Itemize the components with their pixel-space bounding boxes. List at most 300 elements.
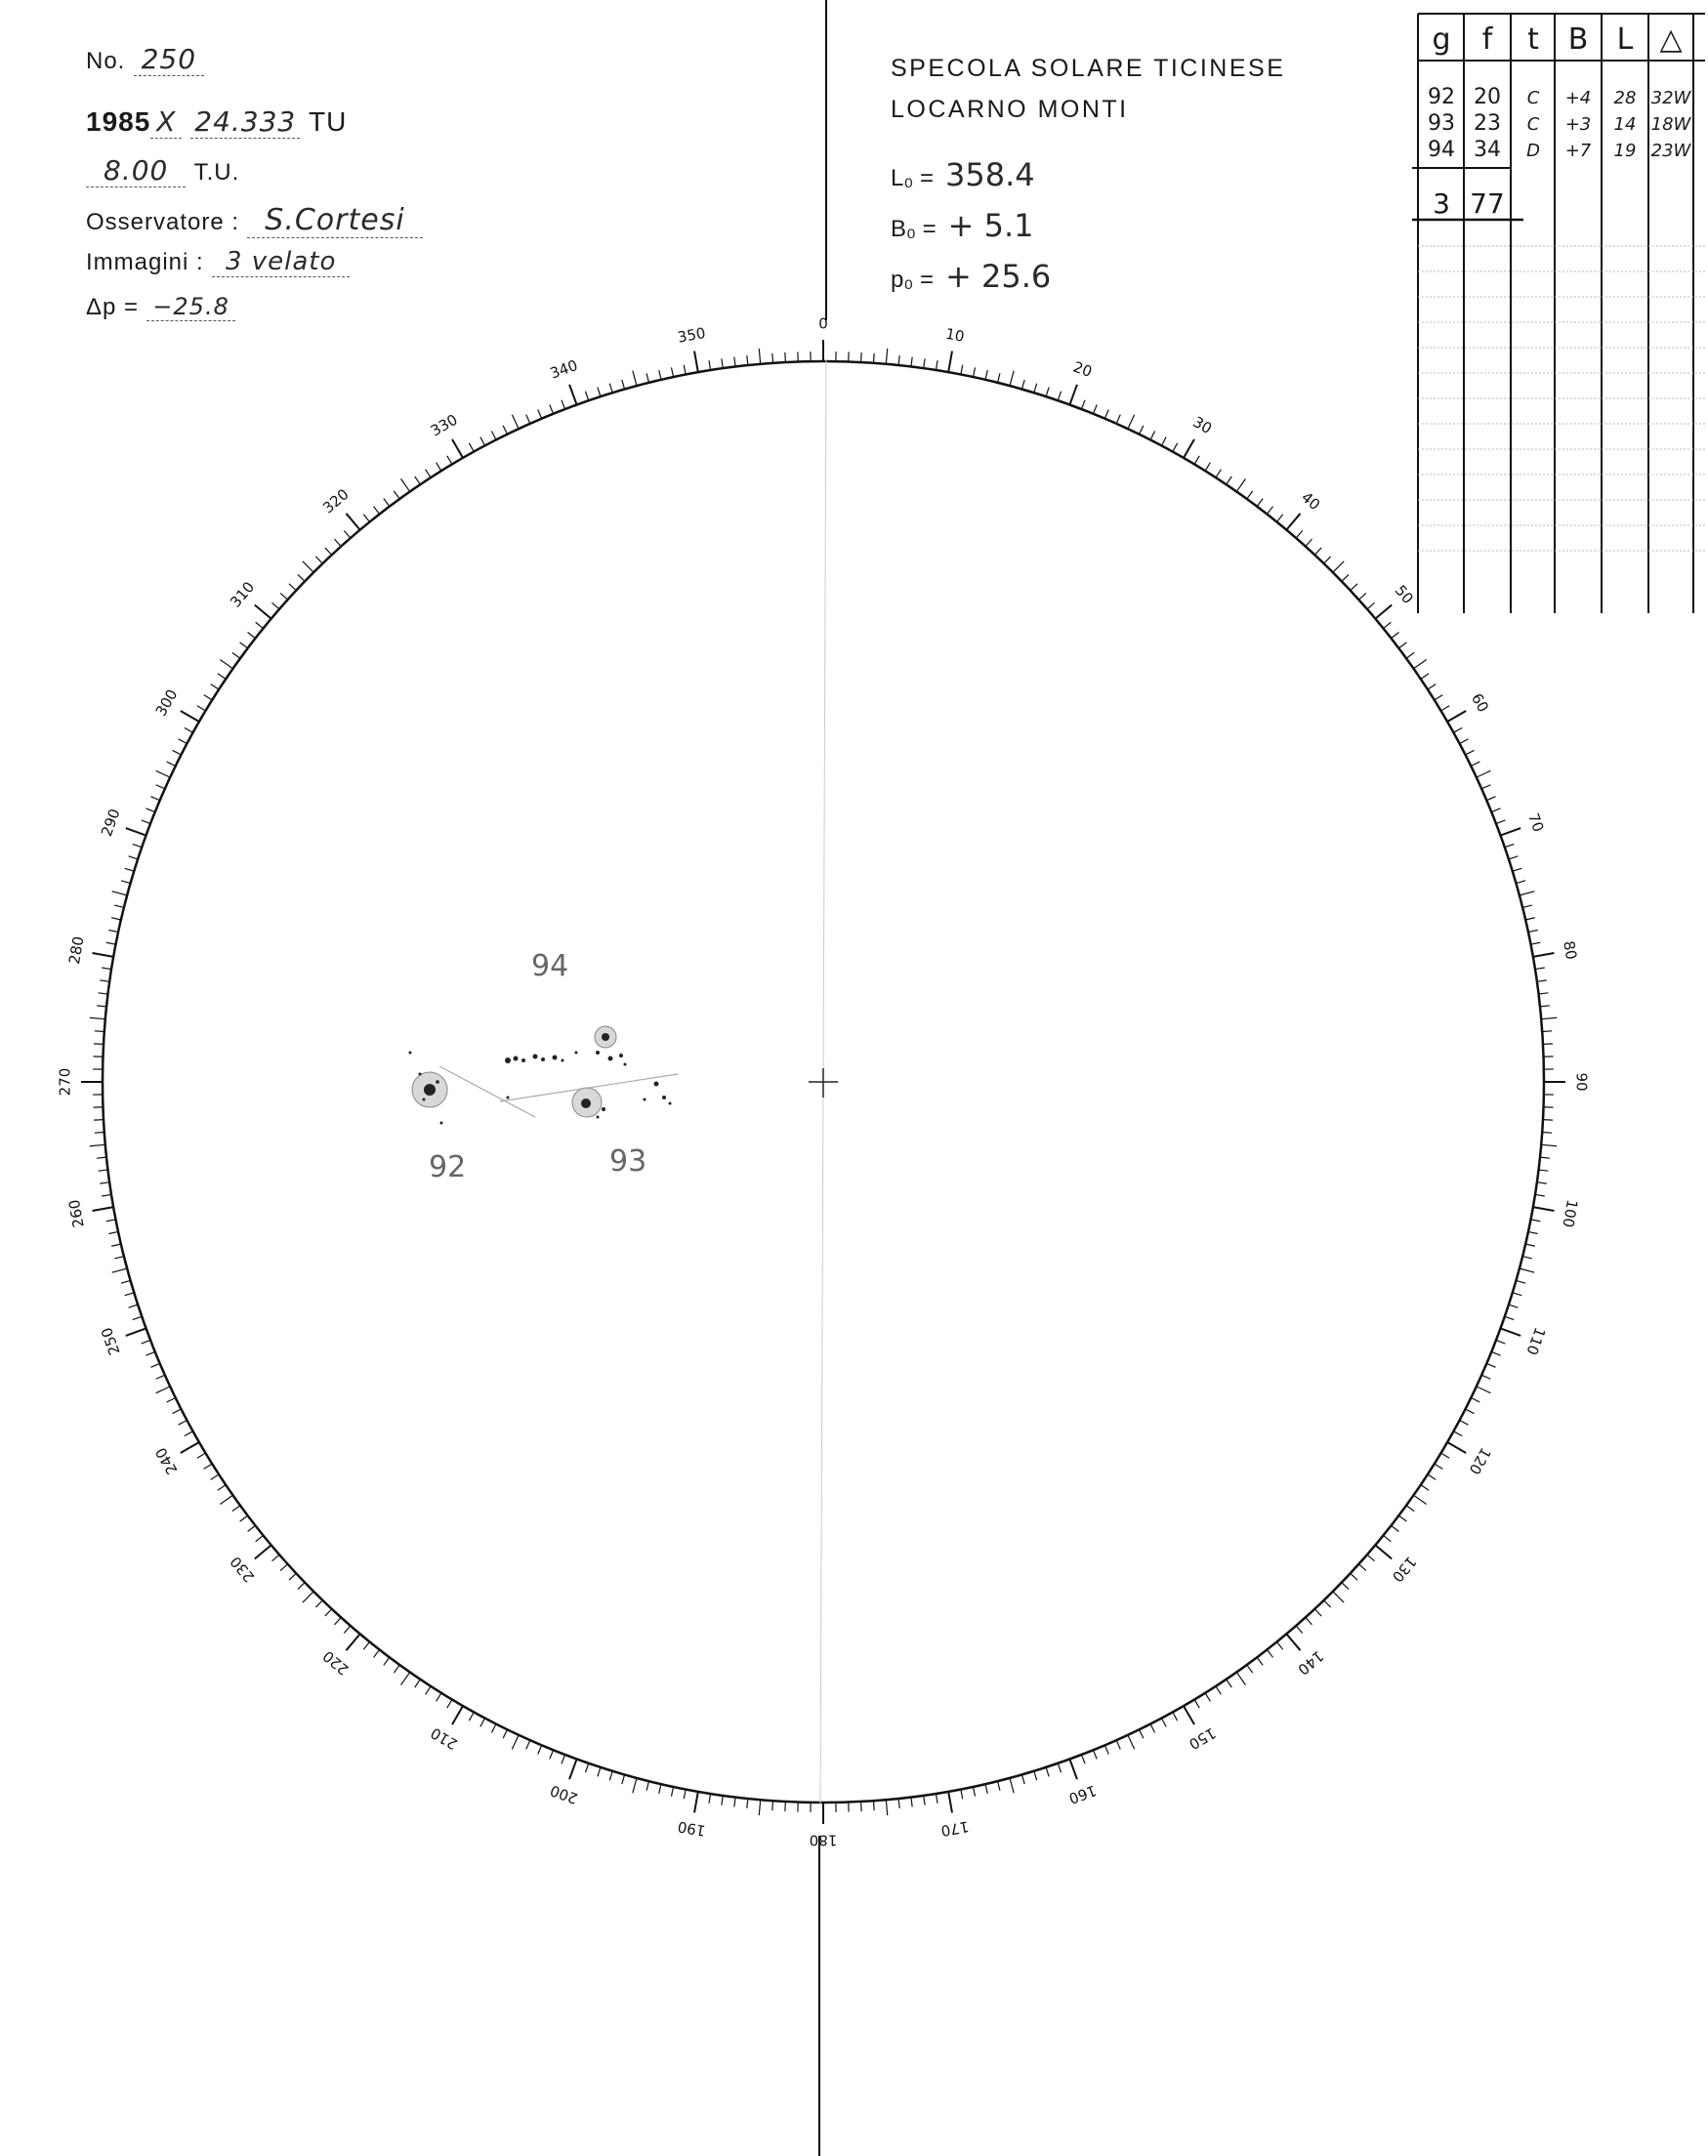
tick-212 — [437, 1693, 441, 1701]
tick-139 — [1296, 1626, 1303, 1634]
sunspot-pores — [409, 1051, 672, 1125]
number-label: No. — [86, 48, 126, 74]
scale-label-70: 70 — [1523, 810, 1548, 835]
tick-3 — [861, 352, 862, 362]
date-year: 1985 — [86, 106, 151, 137]
tick-286 — [121, 881, 131, 884]
param-B0-label: B₀ = — [891, 216, 937, 242]
tick-274 — [95, 1031, 104, 1032]
tick-223 — [325, 1609, 332, 1616]
tick-343 — [609, 384, 612, 394]
tick-202 — [550, 1750, 554, 1759]
tick-49 — [1367, 602, 1375, 609]
tick-157 — [1104, 1745, 1108, 1754]
tick-129 — [1384, 1535, 1392, 1541]
tick-12 — [973, 367, 975, 377]
tick-316 — [315, 557, 322, 563]
tick-147 — [1216, 1686, 1221, 1694]
tick-326 — [415, 477, 421, 484]
tick-48 — [1358, 593, 1365, 600]
tick-27 — [1150, 432, 1155, 440]
tick-348 — [671, 367, 673, 377]
tick-134 — [1342, 1583, 1349, 1590]
tick-341 — [585, 392, 588, 400]
tick-339 — [562, 400, 565, 409]
scale-label-320: 320 — [319, 485, 353, 518]
tick-340 — [569, 385, 577, 405]
tick-304 — [218, 674, 226, 680]
tick-189 — [709, 1794, 711, 1804]
tick-277 — [99, 993, 108, 994]
scale-label-30: 30 — [1189, 412, 1216, 438]
tick-117 — [1466, 1409, 1475, 1414]
tick-176 — [873, 1801, 874, 1810]
tick-102 — [1528, 1231, 1538, 1233]
tick-350 — [694, 352, 698, 373]
tick-215 — [401, 1673, 410, 1685]
tick-123 — [1428, 1474, 1436, 1479]
tick-67 — [1486, 797, 1495, 801]
table-header-2: t — [1527, 22, 1539, 57]
observer-value: S.Cortesi — [247, 203, 422, 238]
tick-207 — [491, 1724, 496, 1733]
observer-label: Osservatore : — [86, 209, 240, 235]
tick-317 — [325, 548, 332, 555]
tick-230 — [255, 1545, 271, 1558]
tick-302 — [204, 695, 212, 700]
tick-354 — [747, 355, 748, 365]
number-value: 250 — [134, 43, 204, 76]
group-92-umbra — [424, 1084, 436, 1096]
tick-170 — [948, 1792, 952, 1813]
scale-label-170: 170 — [939, 1817, 971, 1841]
tick-357 — [785, 352, 786, 362]
tick-233 — [240, 1515, 248, 1521]
tick-55 — [1414, 660, 1427, 669]
tick-263 — [99, 1170, 108, 1171]
tick-59 — [1441, 706, 1450, 711]
tick-247 — [150, 1363, 159, 1367]
tick-244 — [167, 1398, 176, 1402]
param-L0-value: 358.4 — [945, 156, 1035, 193]
tick-137 — [1314, 1609, 1321, 1616]
table-cell-0-3: +4 — [1564, 88, 1592, 108]
delta-p-value: −25.8 — [146, 293, 235, 321]
tick-127 — [1398, 1515, 1406, 1521]
tick-146 — [1227, 1679, 1232, 1687]
tick-261 — [102, 1194, 111, 1196]
group-label-92: 92 — [429, 1150, 467, 1184]
tick-225 — [303, 1592, 313, 1602]
tick-44 — [1324, 557, 1331, 563]
tick-104 — [1522, 1257, 1532, 1259]
tick-249 — [142, 1340, 150, 1344]
tick-54 — [1406, 652, 1414, 658]
tick-224 — [315, 1600, 322, 1607]
tick-205 — [512, 1735, 519, 1750]
tick-37 — [1257, 499, 1263, 507]
tick-241 — [185, 1431, 193, 1436]
tick-248 — [146, 1351, 154, 1355]
tick-45 — [1333, 561, 1344, 572]
tick-187 — [734, 1797, 735, 1806]
tick-78 — [1528, 930, 1538, 932]
tick-262 — [100, 1182, 109, 1183]
scale-label-310: 310 — [227, 578, 259, 611]
tick-61 — [1453, 727, 1462, 732]
tick-83 — [1538, 993, 1548, 994]
tick-81 — [1535, 968, 1545, 970]
table-cell-2-2: D — [1526, 141, 1540, 161]
tick-334 — [503, 426, 507, 435]
tick-103 — [1525, 1244, 1535, 1246]
param-L0-label: L₀ = — [891, 165, 934, 191]
scale-label-10: 10 — [943, 324, 966, 346]
tick-39 — [1276, 515, 1282, 522]
scale-label-150: 150 — [1186, 1723, 1220, 1754]
tick-29 — [1173, 443, 1178, 452]
tick-305 — [220, 660, 232, 669]
tick-166 — [998, 1781, 1000, 1791]
tick-267 — [94, 1120, 104, 1121]
tick-312 — [280, 593, 287, 600]
tick-160 — [1069, 1759, 1077, 1779]
tick-258 — [108, 1231, 118, 1233]
tick-199 — [585, 1763, 588, 1772]
tick-158 — [1093, 1750, 1097, 1759]
tick-311 — [271, 602, 279, 609]
tick-299 — [185, 727, 193, 732]
tick-42 — [1306, 539, 1312, 546]
tick-250 — [126, 1328, 146, 1336]
tick-98 — [1537, 1182, 1547, 1183]
tick-266 — [95, 1132, 104, 1133]
tick-174 — [898, 1799, 899, 1808]
table-header-5: △ — [1659, 22, 1683, 57]
tick-41 — [1296, 530, 1303, 538]
tick-10 — [948, 352, 952, 373]
tick-328 — [437, 463, 441, 471]
table-cell-1-5: 18W — [1650, 114, 1691, 135]
tick-172 — [924, 1796, 925, 1805]
tick-69 — [1496, 820, 1505, 824]
tick-36 — [1247, 491, 1253, 499]
table-cell-2-1: 34 — [1474, 138, 1501, 162]
tick-335 — [512, 415, 519, 430]
tick-217 — [384, 1657, 390, 1665]
tick-229 — [271, 1555, 279, 1561]
tick-76 — [1522, 905, 1532, 907]
tick-256 — [114, 1257, 124, 1259]
scale-label-220: 220 — [319, 1646, 353, 1679]
tick-220 — [346, 1634, 359, 1650]
tick-283 — [111, 918, 121, 920]
tick-264 — [97, 1157, 106, 1158]
tick-243 — [173, 1409, 182, 1414]
tick-301 — [197, 706, 206, 711]
tick-332 — [480, 437, 485, 446]
tick-149 — [1194, 1700, 1199, 1709]
tick-112 — [1491, 1351, 1500, 1355]
scale-label-140: 140 — [1294, 1646, 1327, 1679]
tick-7 — [911, 357, 912, 367]
tick-35 — [1236, 478, 1245, 491]
tick-253 — [125, 1293, 135, 1296]
tick-211 — [447, 1700, 452, 1709]
tick-100 — [1533, 1207, 1555, 1211]
scale-label-60: 60 — [1467, 689, 1493, 716]
institution-name: SPECOLA SOLARE TICINESE — [891, 55, 1286, 82]
tick-9 — [936, 360, 937, 370]
tick-15 — [1010, 371, 1014, 386]
tick-314 — [298, 574, 305, 581]
tick-288 — [129, 856, 139, 859]
tick-203 — [538, 1745, 542, 1754]
tick-254 — [121, 1280, 131, 1283]
tick-255 — [112, 1268, 127, 1272]
tick-68 — [1491, 808, 1500, 812]
scale-label-350: 350 — [676, 323, 707, 347]
scale-label-200: 200 — [547, 1781, 580, 1808]
table-total-1: 77 — [1470, 187, 1505, 220]
tick-177 — [861, 1802, 862, 1811]
scale-label-20: 20 — [1070, 357, 1095, 382]
scale-label-290: 290 — [97, 806, 124, 839]
tick-322 — [373, 507, 379, 515]
tick-33 — [1216, 470, 1221, 477]
tick-106 — [1516, 1280, 1525, 1283]
tick-185 — [759, 1800, 760, 1815]
tick-64 — [1471, 762, 1479, 766]
tick-151 — [1173, 1712, 1178, 1721]
tick-125 — [1414, 1495, 1427, 1504]
tick-310 — [255, 604, 271, 618]
tick-16 — [1021, 380, 1024, 390]
tick-11 — [961, 365, 963, 375]
tick-260 — [93, 1207, 114, 1211]
tick-242 — [179, 1420, 187, 1425]
tick-21 — [1081, 400, 1085, 409]
tick-208 — [480, 1719, 485, 1727]
tick-135 — [1333, 1592, 1344, 1602]
tick-342 — [598, 388, 601, 397]
tick-292 — [146, 808, 154, 812]
tick-124 — [1421, 1485, 1429, 1491]
tick-323 — [384, 499, 390, 507]
tick-58 — [1435, 695, 1442, 700]
tick-289 — [133, 844, 142, 847]
tick-308 — [248, 632, 256, 638]
tick-77 — [1525, 918, 1535, 920]
tick-285 — [112, 891, 127, 895]
tick-133 — [1351, 1573, 1357, 1580]
table-cell-0-1: 20 — [1474, 85, 1501, 109]
scale-label-0: 0 — [818, 314, 828, 333]
table-header-4: L — [1616, 22, 1634, 57]
tick-293 — [150, 797, 159, 801]
table-cell-1-3: +3 — [1564, 114, 1592, 135]
group-94-umbra — [602, 1033, 609, 1041]
tick-325 — [401, 478, 410, 491]
tick-168 — [973, 1787, 975, 1797]
tick-162 — [1046, 1767, 1049, 1777]
tick-136 — [1324, 1600, 1331, 1607]
scale-label-210: 210 — [427, 1723, 461, 1754]
scale-label-90: 90 — [1572, 1072, 1591, 1092]
tick-110 — [1500, 1328, 1521, 1336]
tick-265 — [90, 1144, 105, 1145]
tick-109 — [1505, 1316, 1514, 1319]
tick-324 — [394, 491, 399, 499]
scale-label-280: 280 — [64, 934, 88, 966]
table-cell-0-0: 92 — [1428, 85, 1455, 109]
date-month: X — [150, 105, 182, 139]
tick-156 — [1116, 1740, 1120, 1749]
table-cell-0-4: 28 — [1613, 88, 1637, 108]
scale-label-180: 180 — [809, 1831, 838, 1849]
table-cell-0-5: 32W — [1650, 88, 1691, 108]
tick-175 — [886, 1800, 887, 1815]
tick-240 — [181, 1442, 199, 1453]
param-B0-value: + 5.1 — [947, 207, 1034, 244]
tick-169 — [961, 1789, 963, 1799]
scale-label-120: 120 — [1465, 1444, 1495, 1478]
tick-60 — [1447, 711, 1466, 722]
tick-145 — [1236, 1673, 1245, 1685]
tick-282 — [108, 930, 118, 932]
scale-label-110: 110 — [1522, 1325, 1550, 1358]
tick-321 — [363, 515, 369, 522]
time-suffix: T.U. — [193, 159, 240, 186]
tick-47 — [1351, 584, 1357, 591]
tick-13 — [985, 370, 987, 380]
tick-113 — [1486, 1363, 1495, 1367]
tick-140 — [1286, 1634, 1300, 1650]
tick-186 — [747, 1799, 748, 1808]
group-label-93: 93 — [609, 1144, 647, 1179]
table-cell-1-0: 93 — [1428, 111, 1455, 136]
tick-31 — [1194, 456, 1199, 465]
tick-257 — [111, 1244, 121, 1246]
institution-location: LOCARNO MONTI — [891, 96, 1129, 123]
table-cell-2-5: 23W — [1650, 141, 1691, 161]
tick-318 — [334, 539, 341, 546]
scale-label-270: 270 — [56, 1067, 74, 1097]
tick-66 — [1481, 785, 1490, 789]
tick-352 — [722, 358, 723, 368]
tick-56 — [1421, 674, 1429, 680]
scale-label-340: 340 — [547, 355, 580, 383]
scale-label-160: 160 — [1066, 1781, 1100, 1808]
table-cell-0-2: C — [1526, 88, 1540, 108]
tick-197 — [609, 1771, 612, 1781]
tick-62 — [1460, 739, 1469, 744]
tick-191 — [684, 1789, 686, 1799]
tick-303 — [211, 684, 219, 689]
tick-70 — [1500, 828, 1521, 836]
tick-94 — [1542, 1132, 1552, 1133]
tick-85 — [1541, 1017, 1557, 1018]
tick-152 — [1161, 1719, 1166, 1727]
tick-228 — [280, 1564, 287, 1571]
tick-171 — [936, 1794, 937, 1804]
tick-150 — [1184, 1706, 1194, 1724]
tick-216 — [394, 1665, 399, 1673]
tick-237 — [211, 1474, 219, 1479]
tick-331 — [469, 443, 474, 452]
table-cell-1-1: 23 — [1474, 111, 1501, 136]
tick-300 — [181, 711, 199, 722]
tick-333 — [491, 432, 496, 440]
tick-188 — [722, 1796, 723, 1805]
tick-6 — [898, 355, 899, 365]
tick-281 — [106, 942, 116, 944]
tick-161 — [1058, 1763, 1061, 1772]
tick-351 — [709, 360, 711, 370]
tick-297 — [173, 750, 182, 755]
tick-307 — [240, 643, 248, 648]
tick-164 — [1021, 1774, 1024, 1784]
tick-221 — [344, 1626, 351, 1634]
tick-53 — [1398, 643, 1406, 648]
tick-355 — [759, 349, 760, 364]
table-header-3: B — [1567, 22, 1589, 57]
tick-143 — [1257, 1657, 1263, 1665]
tick-287 — [125, 868, 135, 871]
tick-315 — [303, 561, 313, 572]
tick-356 — [772, 353, 773, 363]
tick-204 — [526, 1740, 530, 1749]
tick-284 — [114, 905, 124, 907]
tick-227 — [289, 1573, 296, 1580]
tick-132 — [1358, 1564, 1365, 1571]
tick-86 — [1542, 1031, 1552, 1032]
tick-154 — [1140, 1729, 1144, 1738]
tick-50 — [1375, 604, 1392, 618]
table-text — [1428, 22, 1692, 220]
tick-209 — [469, 1712, 474, 1721]
tick-8 — [924, 358, 925, 368]
tick-4 — [873, 353, 874, 363]
tick-338 — [550, 404, 554, 413]
tick-222 — [334, 1617, 341, 1624]
scale-label-300: 300 — [151, 685, 182, 720]
tick-251 — [133, 1316, 142, 1319]
tick-99 — [1535, 1194, 1545, 1196]
tick-25 — [1128, 415, 1135, 430]
tick-206 — [503, 1729, 507, 1738]
scale-label-80: 80 — [1560, 939, 1581, 962]
sunspot-groups — [409, 1026, 679, 1125]
tick-194 — [646, 1781, 648, 1791]
tick-346 — [646, 373, 648, 383]
tick-144 — [1247, 1665, 1253, 1673]
tick-73 — [1513, 868, 1522, 871]
tick-63 — [1466, 750, 1475, 755]
param-p0-value: + 25.6 — [945, 258, 1052, 295]
tick-276 — [97, 1006, 106, 1007]
tick-327 — [426, 470, 431, 477]
tick-165 — [1010, 1778, 1014, 1793]
tick-126 — [1406, 1506, 1414, 1512]
tick-159 — [1081, 1755, 1085, 1763]
tick-198 — [598, 1767, 601, 1777]
table-cell-2-3: +7 — [1564, 141, 1592, 161]
scale-label-330: 330 — [427, 410, 461, 440]
tick-128 — [1392, 1525, 1399, 1531]
tick-183 — [785, 1802, 786, 1811]
tick-34 — [1227, 477, 1232, 484]
